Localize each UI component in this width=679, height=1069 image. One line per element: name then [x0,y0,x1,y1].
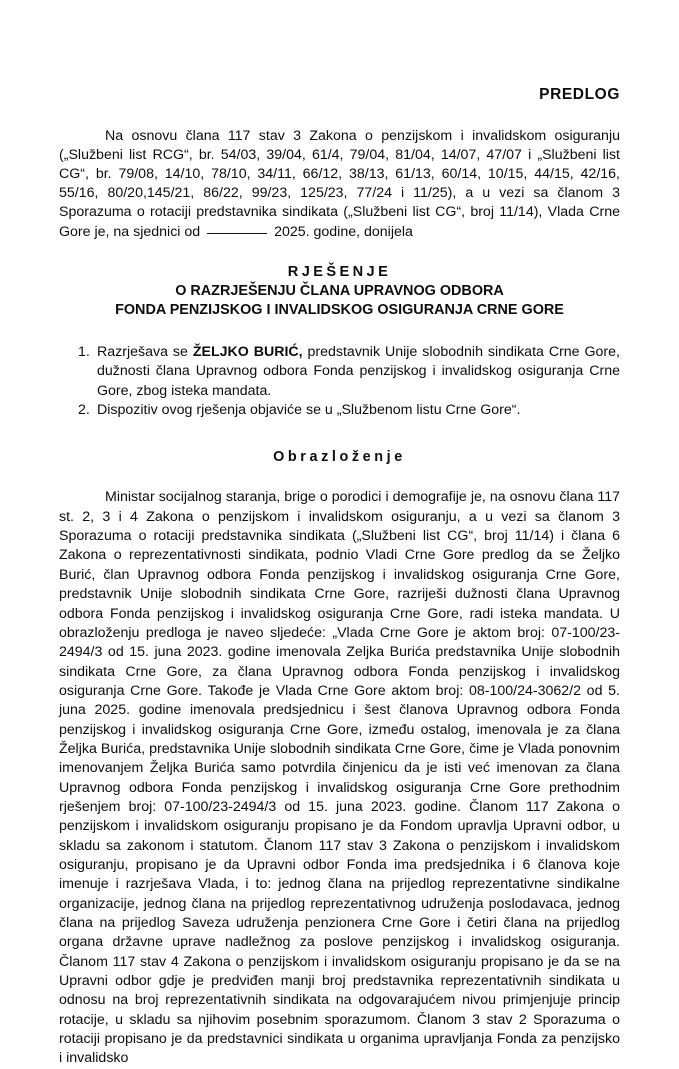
list-item [59,401,620,420]
preamble-text-after-blank: 2025. godine, donijela [270,223,413,240]
document-label: PREDLOG [539,86,620,103]
list-item-text-after-name: predstavnik Unije slobodnih sindikata Crne Gore, dužnosti člana Upravnog odbora Fonda penzijskog i invalidskog osiguranja Crne Gore, zbog isteka mandata. [97,343,620,399]
list-item-person-name: ŽELJKO BURIĆ, [192,343,303,360]
date-blank-field[interactable] [207,233,267,234]
list-item-text-before-name: Razrješava se [97,343,193,360]
title-line-3: FONDA PENZIJSKOG I INVALIDSKOG OSIGURANJA CRNE GORE [115,302,564,319]
reasoning-heading: Obrazloženje [273,449,406,466]
reasoning-body: Ministar socijalnog staranja, brige o porodici i demografije je, na osnovu člana 117 st. 2, 3 i 4 Zakona o penzijskom i invalidskom osiguranju, a u vezi sa članom 3 Sporazuma o rotaciji predstavnika sindikata („Službeni list CG“, broj 11/14) i člana 6 Zakona o reprezentativnosti sindikata, podnio Vladi Crne Gore predlog da se Željko Burić, član Upravnog odbora Fonda penzijskog i invalidskog osiguranja Crne Gore, predstavnik Unije slobodnih sindikata Crne Gore, razriješi dužnosti člana Upravnog odbora Fonda penzijskog i invalidskog osiguranja Crne Gore, radi isteka mandata. U obrazloženju predloga je naveo sljedeće: „Vlada Crne Gore je aktom broj: 07-100/23-2494/3 od 15. juna 2023. godine imenovala Zeljka Burića predstavnika Unije slobodnih sindikata Crne Gore, za člana Upravnog odbora Fonda penzijskog i invalidskog osiguranja Crne Gore. Takođe je Vlada Crne Gore aktom broj: 08-100/24-3062/2 od 5. juna 2025. godine imenovala predsjednicu i šest članova Upravnog odbora Fonda penzijskog i invalidskog osiguranja Crne Gore, između ostalog, imenovala je za člana Željka Burića, predstavnika Unije slobodnih sindikata Crne Gore, čime je Vlada ponovnim imenovanjem Željka Burića samo potvrdila činjenicu da je isti već imenovan za člana Upravnog odbora Fonda penzijskog i invalidskog osiguranja Crne Gore prethodnim rješenjem broj: 07-100/23-2494/3 od 15. juna 2023. godine. Članom 117 Zakona o penzijskom i invalidskom osiguranju propisano je da Fondom upravlja Upravni odbor, u skladu sa zakonom i statutom. Članom 117 stav 3 Zakona o penzijskom i invalidskom osiguranju, propisano je da Upravni odbor Fonda ima predsjednika i 6 članova koje imenuje i razrješava Vlada, i to: jednog člana na prijedlog reprezentativne sindikalne organizacije, jednog člana na prijedlog reprezentativnog udruženja poslodavaca, jednog člana na prijedlog Saveza udruženja penzionera Crne Gore i četiri člana na prijedlog organa državne uprave nadležnog za poslove penzijskog i invalidskog osiguranja. Članom 117 stav 4 Zakona o penzijskom i invalidskom osiguranju propisano je da se na Upravni odbor gdje je predviđen manji broj predstavnika reprezentativnih sindikata u odnosu na broj reprezentativnih sindikata na odgovarajućem nivou primjenjuje princip rotacije, u skladu sa njihovim posebnim sporazumom. Članom 3 stav 2 Sporazuma o rotaciji propisano je da predstavnici sindikata u organima upravljanja Fonda za penzijsko i invalidsko [59,489,620,1067]
list-item [59,343,620,401]
title-block [59,242,620,321]
title-line-2: O RAZRJEŠENJU ČLANA UPRAVNOG ODBORA [175,282,504,299]
preamble-text: Na osnovu člana 117 stav 3 Zakona o penzijskom i invalidskom osiguranju („Službeni list RCG“, br. 54/03, 39/04, 61/4, 79/04, 81/04, 14/07, 47/07 i „Službeni list CG“, br. 79/08, 14/10, 78/10, 34/11, 66/12, 38/13, 61/13, 60/14, 10/15, 44/15, 42/16, 55/16, 80/20,145/21, 86/22, 99/23, 125/23, 77/24 i 11/25), a u vezi sa članom 3 Sporazuma o rotaciji predstavnika sindikata („Službeni list CG“, broj 11/14), Vlada Crne Gore je, na sjednici od [59,127,620,240]
title-rjesenje: RJEŠENJE [287,263,392,280]
list-item-text-before-name: Dispozitiv ovog rješenja objaviće se u „Službenom listu Crne Gore“. [97,402,521,419]
preamble-paragraph [59,105,620,242]
dispositive-list [59,321,620,421]
